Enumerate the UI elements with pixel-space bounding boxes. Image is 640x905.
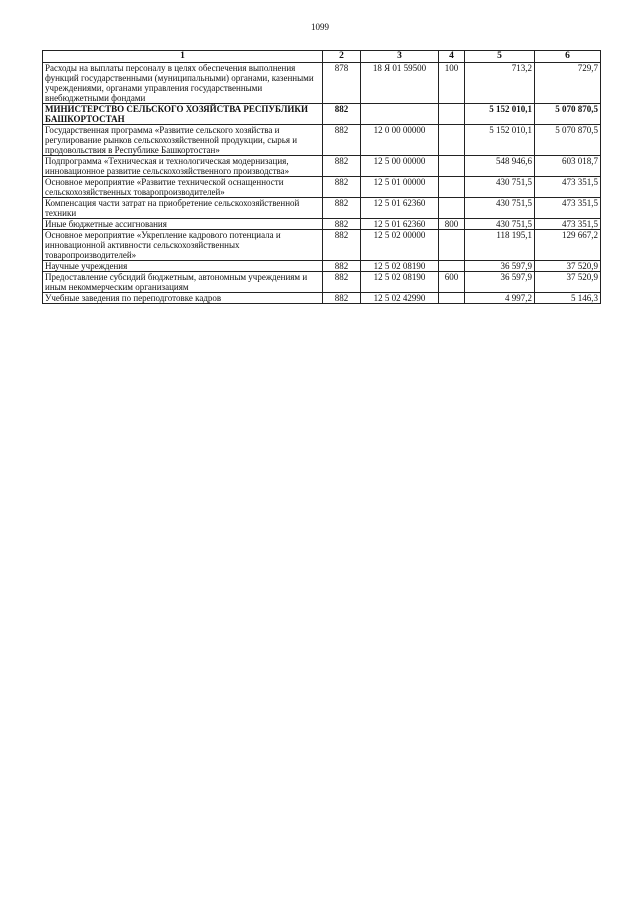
article-code-cell: 12 5 01 62360 <box>361 219 439 230</box>
sum-year2-cell: 603 018,7 <box>535 156 601 177</box>
column-header: 6 <box>535 51 601 63</box>
row-name-cell: Основное мероприятие «Развитие технической оснащенности сельскохозяйственных товаропроизводителей» <box>43 177 323 198</box>
column-header: 1 <box>43 51 323 63</box>
column-header: 5 <box>465 51 535 63</box>
column-header: 4 <box>439 51 465 63</box>
table-row <box>43 177 601 198</box>
budget-table <box>42 50 601 304</box>
ministry-code-cell: 882 <box>323 177 361 198</box>
row-name-cell: Учебные заведения по переподготовке кадров <box>43 293 323 304</box>
column-header: 3 <box>361 51 439 63</box>
ministry-code-cell: 882 <box>323 272 361 293</box>
sum-year2-cell: 473 351,5 <box>535 198 601 219</box>
expense-type-cell: 800 <box>439 219 465 230</box>
table-header-row <box>43 51 601 63</box>
sum-year2-cell: 37 520,9 <box>535 272 601 293</box>
expense-type-cell <box>439 177 465 198</box>
page-number: 1099 <box>311 22 329 32</box>
table-row <box>43 125 601 156</box>
sum-year2-cell: 729,7 <box>535 63 601 104</box>
sum-year1-cell: 4 997,2 <box>465 293 535 304</box>
sum-year2-cell: 473 351,5 <box>535 177 601 198</box>
ministry-code-cell: 882 <box>323 125 361 156</box>
expense-type-cell: 600 <box>439 272 465 293</box>
table-row <box>43 156 601 177</box>
expense-type-cell: 100 <box>439 63 465 104</box>
sum-year2-cell: 473 351,5 <box>535 219 601 230</box>
sum-year2-cell: 37 520,9 <box>535 261 601 272</box>
sum-year1-cell: 118 195,1 <box>465 230 535 261</box>
table-body <box>43 63 601 304</box>
sum-year2-cell: 5 146,3 <box>535 293 601 304</box>
article-code-cell: 12 5 02 42990 <box>361 293 439 304</box>
row-name-cell: Расходы на выплаты персоналу в целях обеспечения выполнения функций государственными (муниципальными) органами, казенными учреждениями, органами управления государственными внебюджетными фондами <box>43 63 323 104</box>
sum-year2-cell: 129 667,2 <box>535 230 601 261</box>
sum-year1-cell: 36 597,9 <box>465 261 535 272</box>
article-code-cell: 12 5 02 08190 <box>361 261 439 272</box>
sum-year1-cell: 430 751,5 <box>465 219 535 230</box>
sum-year1-cell: 5 152 010,1 <box>465 125 535 156</box>
table-row <box>43 198 601 219</box>
article-code-cell: 12 5 00 00000 <box>361 156 439 177</box>
table-row <box>43 230 601 261</box>
ministry-code-cell: 882 <box>323 230 361 261</box>
article-code-cell: 12 0 00 00000 <box>361 125 439 156</box>
expense-type-cell <box>439 125 465 156</box>
row-name-cell: Научные учреждения <box>43 261 323 272</box>
sum-year1-cell: 548 946,6 <box>465 156 535 177</box>
table-row <box>43 219 601 230</box>
ministry-code-cell: 882 <box>323 261 361 272</box>
row-name-cell: Компенсация части затрат на приобретение сельскохозяйственной техники <box>43 198 323 219</box>
table-row <box>43 63 601 104</box>
sum-year2-cell: 5 070 870,5 <box>535 104 601 125</box>
row-name-cell: Подпрограмма «Техническая и технологическая модернизация, инновационное развитие сельскохозяйственного производства» <box>43 156 323 177</box>
row-name-cell: Предоставление субсидий бюджетным, автономным учреждениям и иным некоммерческим организациям <box>43 272 323 293</box>
expense-type-cell <box>439 156 465 177</box>
article-code-cell <box>361 104 439 125</box>
article-code-cell: 12 5 01 62360 <box>361 198 439 219</box>
ministry-code-cell: 882 <box>323 219 361 230</box>
article-code-cell: 12 5 02 08190 <box>361 272 439 293</box>
sum-year1-cell: 430 751,5 <box>465 198 535 219</box>
sum-year1-cell: 36 597,9 <box>465 272 535 293</box>
expense-type-cell <box>439 104 465 125</box>
table-row <box>43 272 601 293</box>
table-row <box>43 104 601 125</box>
expense-type-cell <box>439 230 465 261</box>
ministry-code-cell: 882 <box>323 293 361 304</box>
article-code-cell: 12 5 01 00000 <box>361 177 439 198</box>
row-name-cell: Иные бюджетные ассигнования <box>43 219 323 230</box>
column-header: 2 <box>323 51 361 63</box>
ministry-code-cell: 882 <box>323 104 361 125</box>
row-name-cell: Государственная программа «Развитие сельского хозяйства и регулирование рынков сельскохозяйственной продукции, сырья и продовольствия в Республике Башкортостан» <box>43 125 323 156</box>
row-name-cell: Основное мероприятие «Укрепление кадрового потенциала и инновационной активности сельскохозяйственных товаропроизводителей» <box>43 230 323 261</box>
expense-type-cell <box>439 293 465 304</box>
ministry-code-cell: 882 <box>323 198 361 219</box>
expense-type-cell <box>439 198 465 219</box>
article-code-cell: 18 Я 01 59500 <box>361 63 439 104</box>
sum-year1-cell: 713,2 <box>465 63 535 104</box>
table-row <box>43 261 601 272</box>
sum-year1-cell: 430 751,5 <box>465 177 535 198</box>
sum-year1-cell: 5 152 010,1 <box>465 104 535 125</box>
ministry-code-cell: 882 <box>323 156 361 177</box>
ministry-code-cell: 878 <box>323 63 361 104</box>
expense-type-cell <box>439 261 465 272</box>
row-name-cell: МИНИСТЕРСТВО СЕЛЬСКОГО ХОЗЯЙСТВА РЕСПУБЛИКИ БАШКОРТОСТАН <box>43 104 323 125</box>
table-row <box>43 293 601 304</box>
article-code-cell: 12 5 02 00000 <box>361 230 439 261</box>
sum-year2-cell: 5 070 870,5 <box>535 125 601 156</box>
